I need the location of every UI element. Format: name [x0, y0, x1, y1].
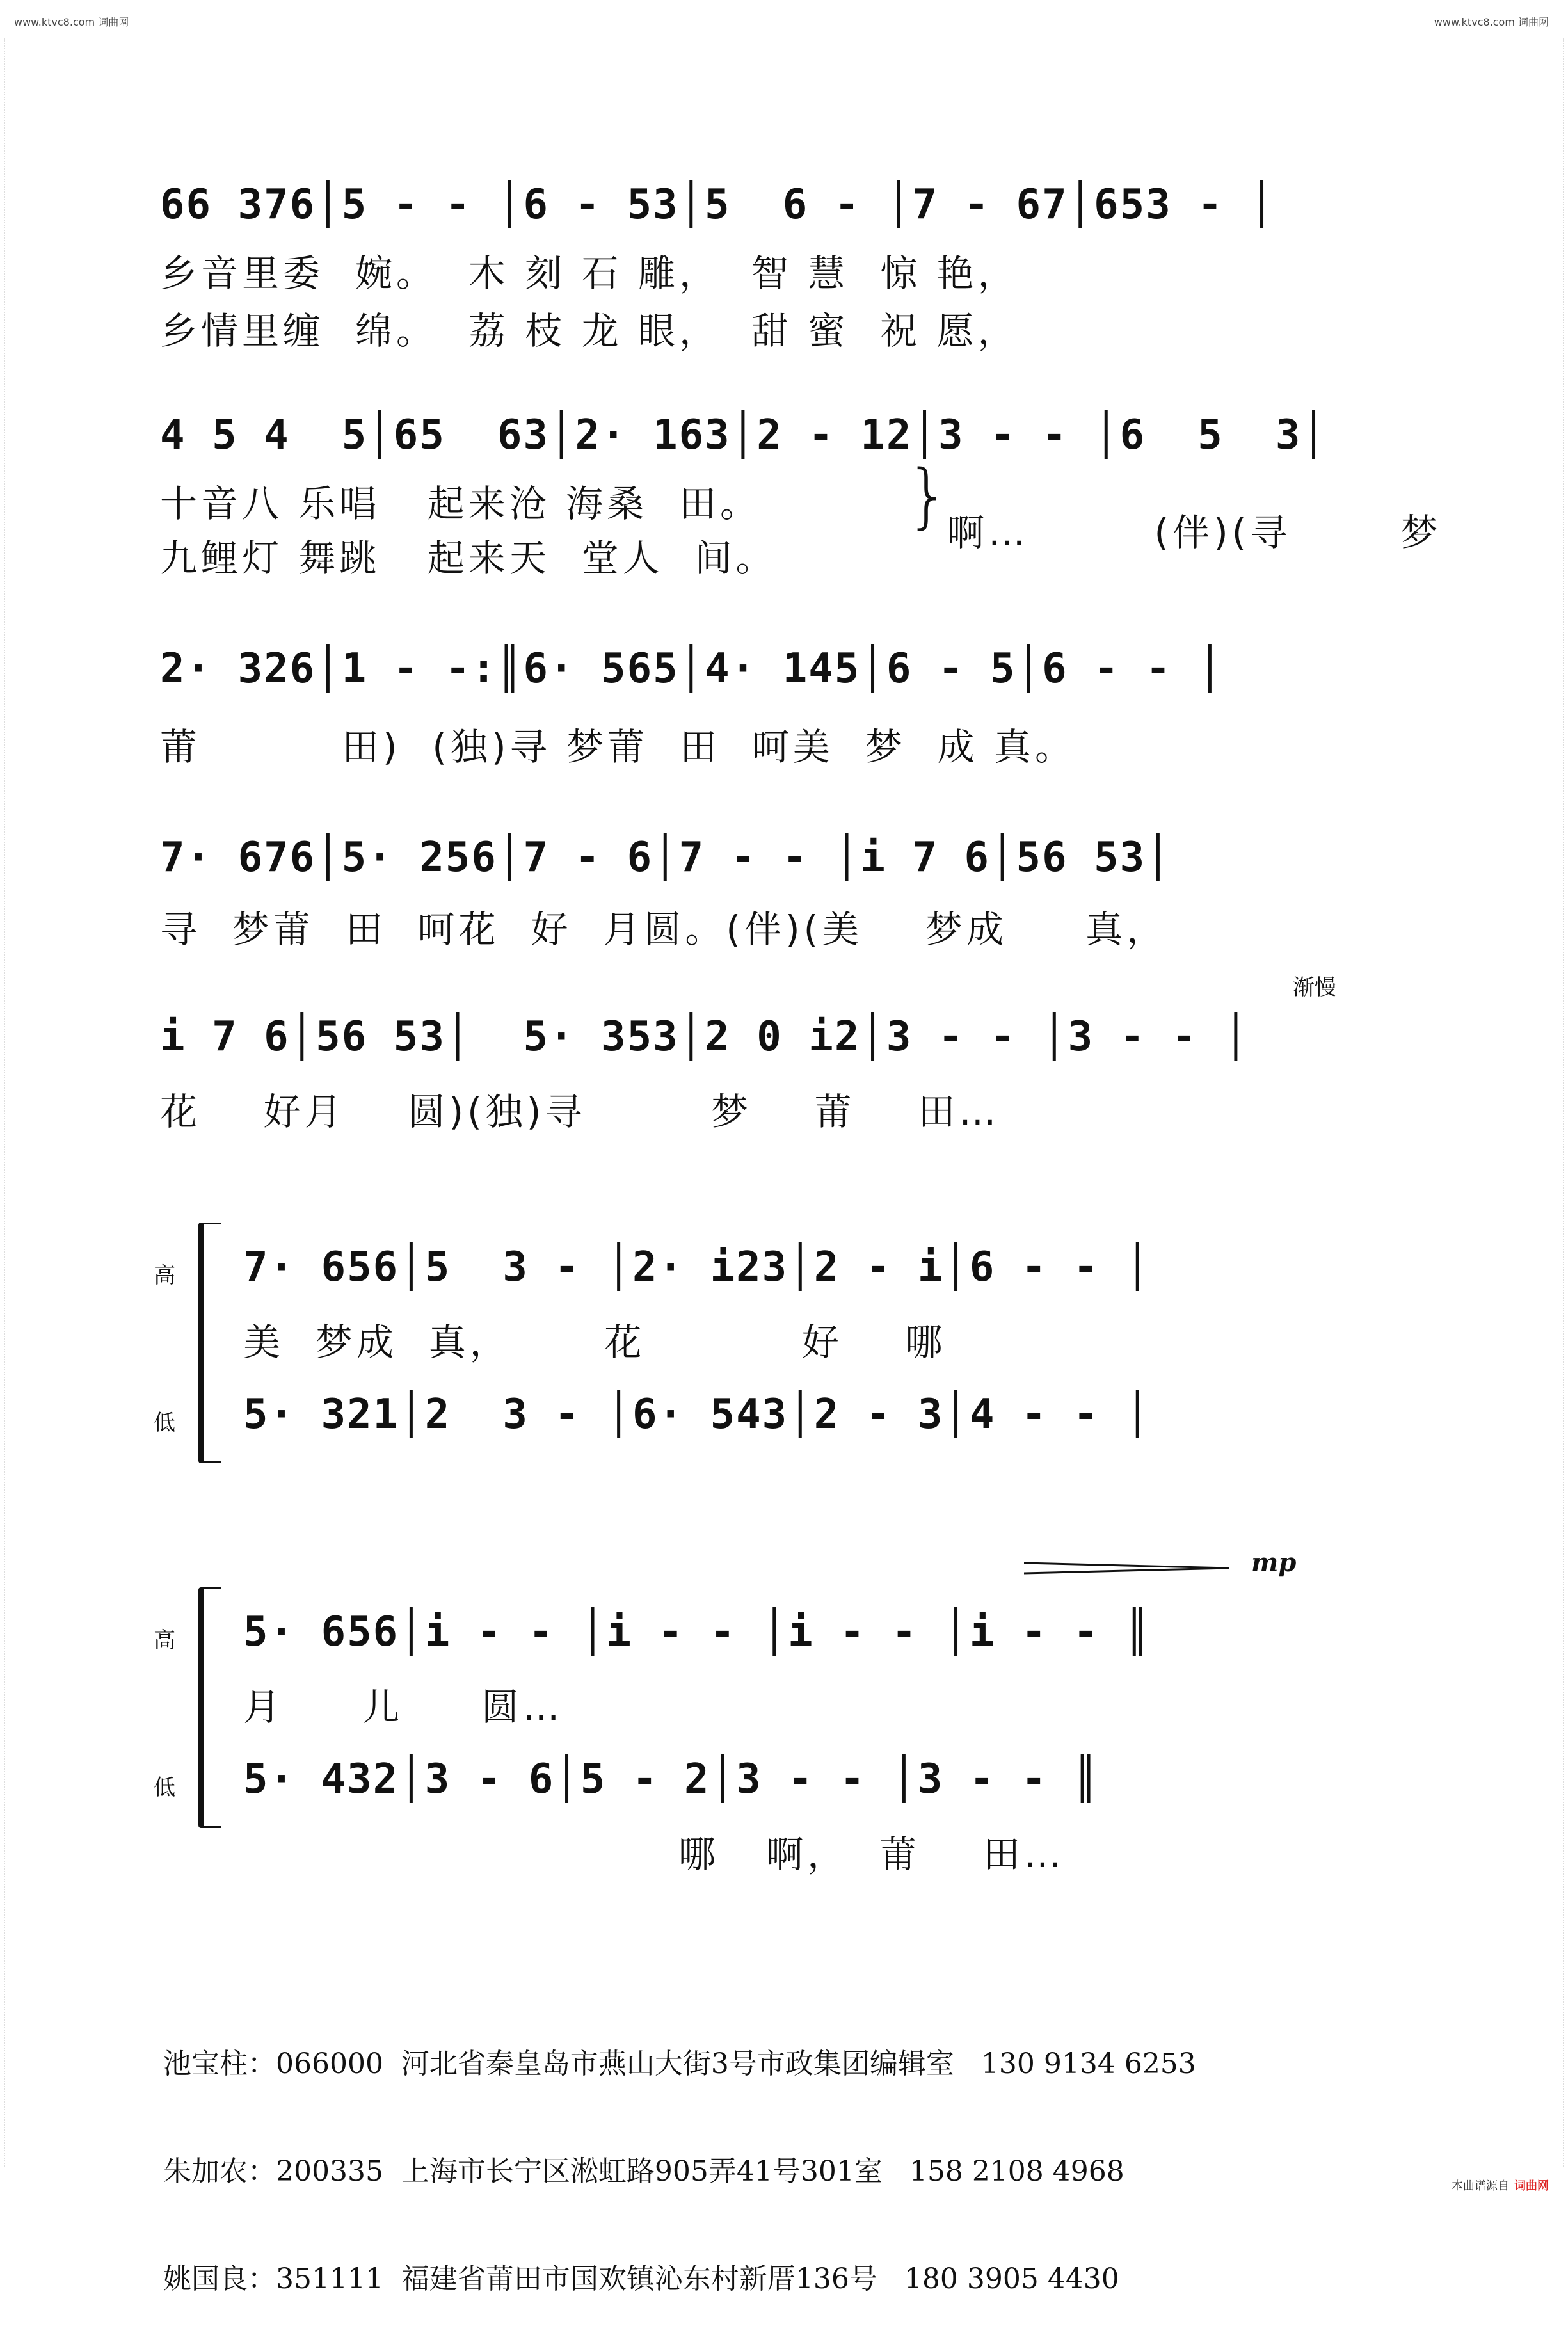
score-row-1 [160, 170, 1408, 353]
header-left: www.ktvc8.com 词曲网 [14, 16, 129, 28]
notes-row-2: 4 5 4 5│65 63│2· 163│2 - 12│3 - - │6 5 3│ [160, 412, 1327, 459]
system-1-high [243, 1232, 1408, 1364]
lyrics-row-1-verse-1: 乡音里委 婉。 木 刻 石 雕， 智 慧 惊 艳， [160, 252, 1019, 295]
contact-line: 朱加农：200335 上海市长宁区淞虹路905弄41号301室 158 2108 4968 [163, 2155, 1124, 2188]
score-row-5 [160, 975, 1408, 1134]
system-1-low [243, 1379, 1408, 1450]
system-1-low-notes: 5· 321│2 3 - │6· 543│2 - 3│4 - - │ [243, 1391, 1151, 1438]
score-row-3 [160, 634, 1408, 769]
system-2-low [243, 1744, 1408, 1876]
system-2-high-lyrics: 月 儿 圆… [243, 1685, 564, 1729]
system-2-high-notes: 5· 656│i - - │i - - │i - - │i - - ║ [243, 1608, 1151, 1656]
system-1-bracket [198, 1223, 221, 1463]
lyrics-row-2-tail: 啊… (伴)(寻 梦 [947, 511, 1442, 554]
tempo-marking: 渐慢 [1293, 975, 1336, 1000]
lyrics-row-3: 莆 田) (独)寻 梦莆 田 呵美 梦 成 真。 [160, 725, 1076, 769]
lyrics-row-5: 花 好月 圆)(独)寻 梦 莆 田… [160, 1090, 1000, 1134]
notes-row-3: 2· 326│1 - -:║6· 565│4· 145│6 - 5│6 - - │ [160, 645, 1224, 693]
lyrics-row-4: 寻 梦莆 田 呵花 好 月圆。(伴)(美 梦成 真， [160, 908, 1168, 951]
dynamic-marking: mp [1251, 1548, 1297, 1578]
notes-row-4: 7· 676│5· 256│7 - 6│7 - - │i 7 6│56 53│ [160, 834, 1172, 881]
system-2-low-notes: 5· 432│3 - 6│5 - 2│3 - - │3 - - ║ [243, 1756, 1100, 1803]
score-row-4 [160, 822, 1408, 951]
contact-line: 姚国良：351111 福建省莆田市国欢镇沁东村新厝136号 180 3905 4430 [163, 2263, 1119, 2295]
notes-row-1: 66 376│5 - - │6 - 53│5 6 - │7 - 67│653 - │ [160, 181, 1276, 228]
system-1-low-label: 低 [154, 1410, 175, 1436]
system-2-high [243, 1597, 1408, 1729]
crescendo-hairpin [1024, 1555, 1235, 1581]
lyrics-row-1-verse-2: 乡情里缠 绵。 荔 枝 龙 眼， 甜 蜜 祝 愿， [160, 309, 1019, 353]
brand-site[interactable]: 词曲网 [1514, 2179, 1549, 2193]
system-2-high-label: 高 [154, 1628, 175, 1653]
contact-line: 池宝柱：066000 河北省秦皇岛市燕山大街3号市政集团编辑室 130 9134 6253 [163, 2048, 1196, 2080]
right-edge-watermark [1553, 38, 1564, 2167]
system-1-high-lyrics: 美 梦成 真， 花 好 哪 [243, 1320, 947, 1364]
verse-brace: } [906, 454, 950, 536]
brand-text: 本曲谱源自 [1452, 2179, 1509, 2193]
left-edge-watermark [4, 38, 15, 2167]
header-right: www.ktvc8.com 词曲网 [1434, 16, 1549, 28]
system-2-bracket [198, 1587, 221, 1828]
system-1-high-label: 高 [154, 1263, 175, 1288]
notes-row-5: i 7 6│56 53│ 5· 353│2 0 i2│3 - - │3 - - │ [160, 1013, 1250, 1061]
lyrics-row-2-verse-1: 十音八 乐唱 起来沧 海桑 田。 [160, 482, 762, 525]
system-1-high-notes: 7· 656│5 3 - │2· i23│2 - i│6 - - │ [243, 1244, 1151, 1291]
system-2-low-label: 低 [154, 1775, 175, 1800]
contact-list [163, 1975, 1196, 2333]
lyrics-row-2-verse-2: 九鲤灯 舞跳 起来天 堂人 间。 [160, 536, 777, 580]
score-row-2 [160, 400, 1442, 580]
footer-brand[interactable] [1452, 2177, 1549, 2193]
system-2-low-lyrics: 哪 啊， 莆 田… [678, 1832, 1065, 1876]
